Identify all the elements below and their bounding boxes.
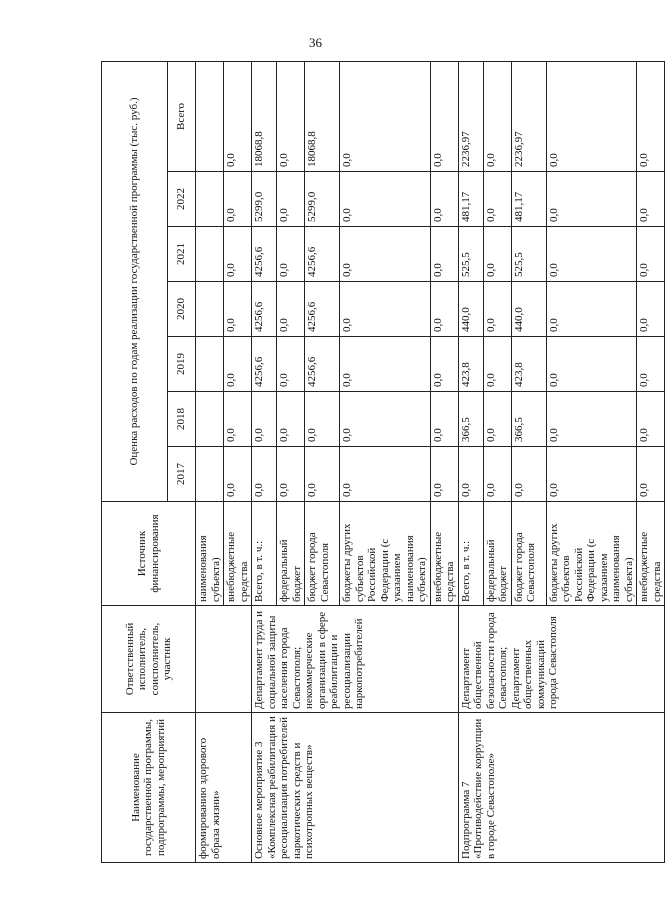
cell-value: 0,0 xyxy=(546,227,637,282)
cell-value: 0,0 xyxy=(340,282,431,337)
cell-value: 0,0 xyxy=(483,62,511,172)
cell-value: 0,0 xyxy=(224,337,252,392)
cell-source: федеральный бюджет xyxy=(277,502,305,606)
cell-source: бюджет города Севастополя xyxy=(511,502,546,606)
cell-value: 0,0 xyxy=(430,172,458,227)
cell-source: федеральный бюджет xyxy=(483,502,511,606)
cell-value: 0,0 xyxy=(511,447,546,502)
header-estimate: Оценка расходов по годам реализации государственной программы (тыс. руб.) xyxy=(102,62,168,502)
cell-value: 525,5 xyxy=(458,227,483,282)
cell-value: 0,0 xyxy=(546,447,637,502)
cell-value: 0,0 xyxy=(305,447,340,502)
page-number: 36 xyxy=(309,35,322,50)
cell-value: 0,0 xyxy=(430,62,458,172)
cell-value: 525,5 xyxy=(511,227,546,282)
header-year-2018: 2018 xyxy=(168,392,196,447)
cell-value: 0,0 xyxy=(277,337,305,392)
cell-value: 0,0 xyxy=(637,337,665,392)
cell-value: 0,0 xyxy=(277,62,305,172)
cell-value: 0,0 xyxy=(277,227,305,282)
cell-value: 0,0 xyxy=(224,447,252,502)
cell-value: 0,0 xyxy=(430,227,458,282)
cell-value: 2236,97 xyxy=(458,62,483,172)
header-source: Источник финансирования xyxy=(102,502,196,606)
cell-executor-continuation xyxy=(196,606,252,713)
budget-table xyxy=(101,61,665,863)
table-viewport xyxy=(101,62,663,863)
cell-source: бюджеты других субъектов Российской Федерации (с указанием наименования субъекта) xyxy=(340,502,431,606)
cell-value: 0,0 xyxy=(483,227,511,282)
cell-value: 0,0 xyxy=(546,337,637,392)
cell-value: 5299,0 xyxy=(252,172,277,227)
cell-value xyxy=(196,282,224,337)
cell-value: 0,0 xyxy=(546,282,637,337)
header-name: Наименование государственной программы, подпрограммы, мероприятий xyxy=(102,713,196,863)
cell-value: 0,0 xyxy=(340,447,431,502)
cell-value xyxy=(196,337,224,392)
cell-value: 0,0 xyxy=(430,282,458,337)
cell-source: бюджеты других субъектов Российской Федерации (с указанием наименования субъекта) xyxy=(546,502,637,606)
cell-value xyxy=(196,392,224,447)
cell-value: 0,0 xyxy=(546,62,637,172)
header-year-2020: 2020 xyxy=(168,282,196,337)
table-row xyxy=(458,62,483,863)
cell-value: 0,0 xyxy=(430,337,458,392)
rotated-landscape-table xyxy=(101,62,663,863)
cell-value: 2236,97 xyxy=(511,62,546,172)
cell-value: 0,0 xyxy=(340,172,431,227)
cell-value: 18068,8 xyxy=(305,62,340,172)
header-executor: Ответственный исполнитель, соисполнитель, участник xyxy=(102,606,196,713)
cell-value: 0,0 xyxy=(637,392,665,447)
cell-value: 366,5 xyxy=(511,392,546,447)
cell-value: 0,0 xyxy=(277,392,305,447)
cell-value: 0,0 xyxy=(277,172,305,227)
cell-value: 0,0 xyxy=(277,282,305,337)
cell-source: внебюджетные средства xyxy=(430,502,458,606)
cell-value: 0,0 xyxy=(637,172,665,227)
cell-value xyxy=(196,447,224,502)
cell-value: 4256,6 xyxy=(305,337,340,392)
cell-value: 0,0 xyxy=(224,227,252,282)
cell-value: 4256,6 xyxy=(252,227,277,282)
cell-value: 0,0 xyxy=(637,62,665,172)
cell-value: 0,0 xyxy=(637,282,665,337)
cell-value: 423,8 xyxy=(458,337,483,392)
cell-value: 5299,0 xyxy=(305,172,340,227)
cell-value: 440,0 xyxy=(511,282,546,337)
cell-value: 0,0 xyxy=(224,62,252,172)
header-year-2019: 2019 xyxy=(168,337,196,392)
cell-value: 0,0 xyxy=(277,447,305,502)
cell-value: 366,5 xyxy=(458,392,483,447)
cell-value: 0,0 xyxy=(483,172,511,227)
table-row xyxy=(252,62,277,863)
header-year-2021: 2021 xyxy=(168,227,196,282)
cell-value: 0,0 xyxy=(252,447,277,502)
cell-value: 18068,8 xyxy=(252,62,277,172)
cell-value: 0,0 xyxy=(340,227,431,282)
cell-name-continuation: формированию здорового образа жизни» xyxy=(196,713,252,863)
cell-executor-subprogram7: Департамент общественной безопасности города Севастополя; Департамент общественных коммуникаций города Севастополя xyxy=(458,606,665,713)
header-total: Всего xyxy=(168,62,196,172)
cell-value: 0,0 xyxy=(340,392,431,447)
table-row xyxy=(196,62,224,863)
cell-value: 0,0 xyxy=(224,172,252,227)
cell-value: 0,0 xyxy=(430,447,458,502)
cell-value: 0,0 xyxy=(224,392,252,447)
header-year-2017: 2017 xyxy=(168,447,196,502)
cell-value: 423,8 xyxy=(511,337,546,392)
cell-name-measure3: Основное мероприятие 3 «Комплексная реабилитация и ресоциализация потребителей наркотических средств и психотропных веществ» xyxy=(252,713,459,863)
cell-name-subprogram7: Подпрограмма 7 «Противодействие коррупции в городе Севастополе» xyxy=(458,713,665,863)
cell-value: 481,17 xyxy=(458,172,483,227)
cell-value: 440,0 xyxy=(458,282,483,337)
cell-value: 0,0 xyxy=(458,447,483,502)
cell-value: 0,0 xyxy=(483,447,511,502)
cell-value: 4256,6 xyxy=(305,282,340,337)
cell-value: 0,0 xyxy=(483,282,511,337)
cell-value: 0,0 xyxy=(546,392,637,447)
cell-value: 0,0 xyxy=(483,337,511,392)
cell-value: 0,0 xyxy=(224,282,252,337)
cell-source: внебюджетные средства xyxy=(637,502,665,606)
cell-value xyxy=(196,62,224,172)
cell-value: 0,0 xyxy=(430,392,458,447)
cell-value: 4256,6 xyxy=(252,337,277,392)
cell-value: 0,0 xyxy=(252,392,277,447)
cell-value: 0,0 xyxy=(305,392,340,447)
cell-source: наименования субъекта) xyxy=(196,502,224,606)
cell-source: Всего, в т. ч.: xyxy=(252,502,277,606)
cell-value: 0,0 xyxy=(483,392,511,447)
cell-value xyxy=(196,227,224,282)
cell-value: 0,0 xyxy=(340,62,431,172)
cell-value: 0,0 xyxy=(637,447,665,502)
cell-value: 0,0 xyxy=(340,337,431,392)
cell-value xyxy=(196,172,224,227)
cell-value: 4256,6 xyxy=(305,227,340,282)
cell-value: 4256,6 xyxy=(252,282,277,337)
cell-value: 0,0 xyxy=(637,227,665,282)
cell-value: 0,0 xyxy=(546,172,637,227)
cell-source: бюджет города Севастополя xyxy=(305,502,340,606)
cell-source: внебюджетные средства xyxy=(224,502,252,606)
cell-executor-measure3: Департамент труда и социальной защиты населения города Севастополя; некоммерческие организации в сфере реабилитации и ресоциализации наркопотребителей xyxy=(252,606,459,713)
cell-source: Всего, в т. ч.: xyxy=(458,502,483,606)
cell-value: 481,17 xyxy=(511,172,546,227)
header-year-2022: 2022 xyxy=(168,172,196,227)
